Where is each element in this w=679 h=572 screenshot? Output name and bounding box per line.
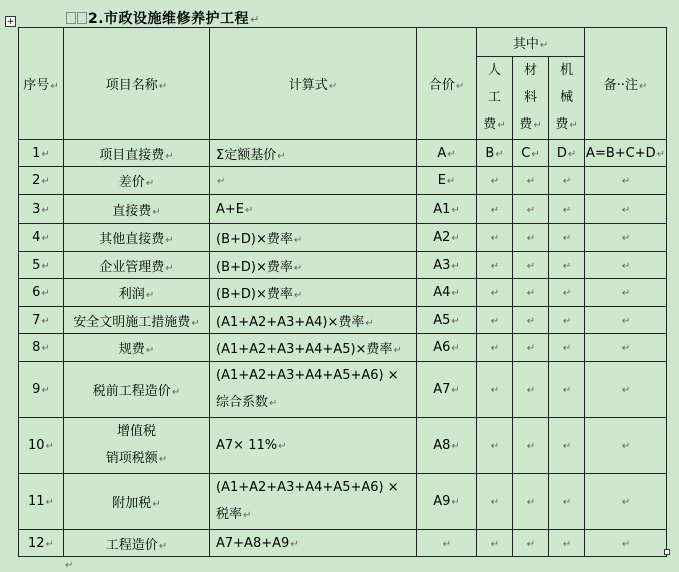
cell-material[interactable]: ↵ (513, 530, 549, 557)
cell-total[interactable]: E↵ (417, 167, 477, 195)
header-remark: 备··注↵ (585, 28, 667, 140)
cell-seq[interactable]: 1↵ (19, 140, 64, 167)
table-row (19, 418, 667, 474)
cell-total[interactable]: ↵ (417, 530, 477, 557)
cell-labor[interactable]: ↵ (477, 195, 513, 224)
cell-formula[interactable]: A7+A8+A9↵ (210, 530, 417, 557)
header-labor: 人 工 费↵ (477, 57, 513, 140)
cell-formula[interactable]: (B+D)×费率↵ (210, 252, 417, 279)
cell-remark[interactable]: ↵ (585, 418, 667, 474)
cell-seq[interactable]: 7↵ (19, 307, 64, 334)
cell-labor[interactable]: ↵ (477, 334, 513, 362)
cell-seq[interactable]: 12↵ (19, 530, 64, 557)
cell-total[interactable]: A4↵ (417, 279, 477, 307)
cell-total[interactable]: A5↵ (417, 307, 477, 334)
cell-name[interactable]: 增值税 销项税额↵ (64, 418, 210, 474)
cell-remark[interactable]: ↵ (585, 252, 667, 279)
cell-formula[interactable]: (B+D)×费率↵ (210, 279, 417, 307)
cell-seq[interactable]: 10↵ (19, 418, 64, 474)
header-seq: 序号↵ (19, 28, 64, 140)
cell-seq[interactable]: 4↵ (19, 224, 64, 252)
cell-labor[interactable]: ↵ (477, 362, 513, 418)
cell-formula[interactable]: A7× 11%↵ (210, 418, 417, 474)
document-heading: 2.市政设施维修养护工程↵ (66, 8, 260, 28)
cell-seq[interactable]: 6↵ (19, 279, 64, 307)
cell-formula[interactable]: Σ定额基价↵ (210, 140, 417, 167)
table-row (19, 307, 667, 334)
header-machine: 机 械 费↵ (549, 57, 585, 140)
cell-total[interactable]: A9↵ (417, 474, 477, 530)
cell-name[interactable]: 其他直接费↵ (64, 224, 210, 252)
cell-labor[interactable]: ↵ (477, 279, 513, 307)
table-move-handle-icon[interactable]: + (6, 17, 15, 27)
table-resize-handle[interactable] (664, 549, 670, 555)
cell-remark[interactable]: ↵ (585, 195, 667, 224)
header-material: 材 料 费↵ (513, 57, 549, 140)
cell-formula[interactable]: (A1+A2+A3+A4+A5+A6) × 税率↵ (210, 474, 417, 530)
cell-machine[interactable]: ↵ (549, 474, 585, 530)
cell-seq[interactable]: 11↵ (19, 474, 64, 530)
paragraph-mark: ↵ (65, 560, 74, 571)
cell-labor[interactable]: ↵ (477, 418, 513, 474)
cell-total[interactable]: A1↵ (417, 195, 477, 224)
table-row (19, 530, 667, 557)
cell-formula[interactable]: (A1+A2+A3+A4+A5)×费率↵ (210, 334, 417, 362)
cell-labor[interactable]: B↵ (477, 140, 513, 167)
cell-material[interactable]: ↵ (513, 252, 549, 279)
cell-formula[interactable]: (B+D)×费率↵ (210, 224, 417, 252)
cell-labor[interactable]: ↵ (477, 224, 513, 252)
header-total: 合价↵ (417, 28, 477, 140)
cost-table[interactable] (18, 27, 667, 557)
cell-machine[interactable]: ↵ (549, 362, 585, 418)
cell-total[interactable]: A2↵ (417, 224, 477, 252)
cell-total[interactable]: A8↵ (417, 418, 477, 474)
table-row (19, 167, 667, 195)
heading-text: 2.市政设施维修养护工程 (88, 11, 250, 27)
cell-material[interactable]: ↵ (513, 307, 549, 334)
cell-remark[interactable]: ↵ (585, 362, 667, 418)
cell-total[interactable]: A7↵ (417, 362, 477, 418)
cell-remark[interactable]: ↵ (585, 474, 667, 530)
table-row (19, 195, 667, 224)
cell-machine[interactable]: ↵ (549, 279, 585, 307)
cell-total[interactable]: A6↵ (417, 334, 477, 362)
cell-name[interactable]: 附加税↵ (64, 474, 210, 530)
cell-material[interactable]: ↵ (513, 418, 549, 474)
cell-formula[interactable]: A+E↵ (210, 195, 417, 224)
cell-total[interactable]: A↵ (417, 140, 477, 167)
cell-machine[interactable]: ↵ (549, 195, 585, 224)
cell-name[interactable]: 安全文明施工措施费↵ (64, 307, 210, 334)
table-row (19, 474, 667, 530)
table-row (19, 362, 667, 418)
cell-name[interactable]: 工程造价↵ (64, 530, 210, 557)
cell-machine[interactable]: ↵ (549, 252, 585, 279)
cell-labor[interactable]: ↵ (477, 252, 513, 279)
cell-material[interactable]: C↵ (513, 140, 549, 167)
cell-labor[interactable]: ↵ (477, 530, 513, 557)
cell-machine[interactable]: ↵ (549, 224, 585, 252)
cell-name[interactable]: 税前工程造价↵ (64, 362, 210, 418)
placeholder-box-icon (66, 12, 76, 24)
cell-material[interactable]: ↵ (513, 474, 549, 530)
cell-machine[interactable]: ↵ (549, 334, 585, 362)
cell-material[interactable]: ↵ (513, 334, 549, 362)
cell-material[interactable]: ↵ (513, 167, 549, 195)
cell-machine[interactable]: ↵ (549, 418, 585, 474)
header-group: 其中↵ (477, 28, 585, 57)
cell-total[interactable]: A3↵ (417, 252, 477, 279)
cell-remark[interactable]: ↵ (585, 279, 667, 307)
cell-machine[interactable]: D↵ (549, 140, 585, 167)
placeholder-box-icon (77, 12, 87, 24)
cell-seq[interactable]: 2↵ (19, 167, 64, 195)
cell-material[interactable]: ↵ (513, 362, 549, 418)
cell-seq[interactable]: 8↵ (19, 334, 64, 362)
cell-seq[interactable]: 3↵ (19, 195, 64, 224)
cell-material[interactable]: ↵ (513, 195, 549, 224)
cell-remark[interactable]: ↵ (585, 307, 667, 334)
cell-remark[interactable]: ↵ (585, 530, 667, 557)
cell-name[interactable]: 利润↵ (64, 279, 210, 307)
cell-machine[interactable]: ↵ (549, 530, 585, 557)
cell-labor[interactable]: ↵ (477, 167, 513, 195)
cell-machine[interactable]: ↵ (549, 307, 585, 334)
table-row (19, 224, 667, 252)
cell-formula[interactable]: (A1+A2+A3+A4)×费率↵ (210, 307, 417, 334)
cell-seq[interactable]: 5↵ (19, 252, 64, 279)
cell-name[interactable]: 项目直接费↵ (64, 140, 210, 167)
header-name: 项目名称↵ (64, 28, 210, 140)
cell-name[interactable]: 差价↵ (64, 167, 210, 195)
cell-seq[interactable]: 9↵ (19, 362, 64, 418)
cell-name[interactable]: 规费↵ (64, 334, 210, 362)
cell-labor[interactable]: ↵ (477, 307, 513, 334)
header-formula: 计算式↵ (210, 28, 417, 140)
cell-remark[interactable]: ↵ (585, 224, 667, 252)
cell-material[interactable]: ↵ (513, 279, 549, 307)
cell-name[interactable]: 企业管理费↵ (64, 252, 210, 279)
table-row (19, 252, 667, 279)
cell-formula[interactable]: ↵ (210, 167, 417, 195)
table-row (19, 140, 667, 167)
cell-name[interactable]: 直接费↵ (64, 195, 210, 224)
cell-remark[interactable]: ↵ (585, 167, 667, 195)
table-row (19, 279, 667, 307)
cell-material[interactable]: ↵ (513, 224, 549, 252)
cell-labor[interactable]: ↵ (477, 474, 513, 530)
table-row (19, 334, 667, 362)
cell-formula[interactable]: (A1+A2+A3+A4+A5+A6) × 综合系数↵ (210, 362, 417, 418)
cell-remark[interactable]: ↵ (585, 334, 667, 362)
cell-machine[interactable]: ↵ (549, 167, 585, 195)
cell-remark[interactable]: A=B+C+D↵ (585, 140, 667, 167)
